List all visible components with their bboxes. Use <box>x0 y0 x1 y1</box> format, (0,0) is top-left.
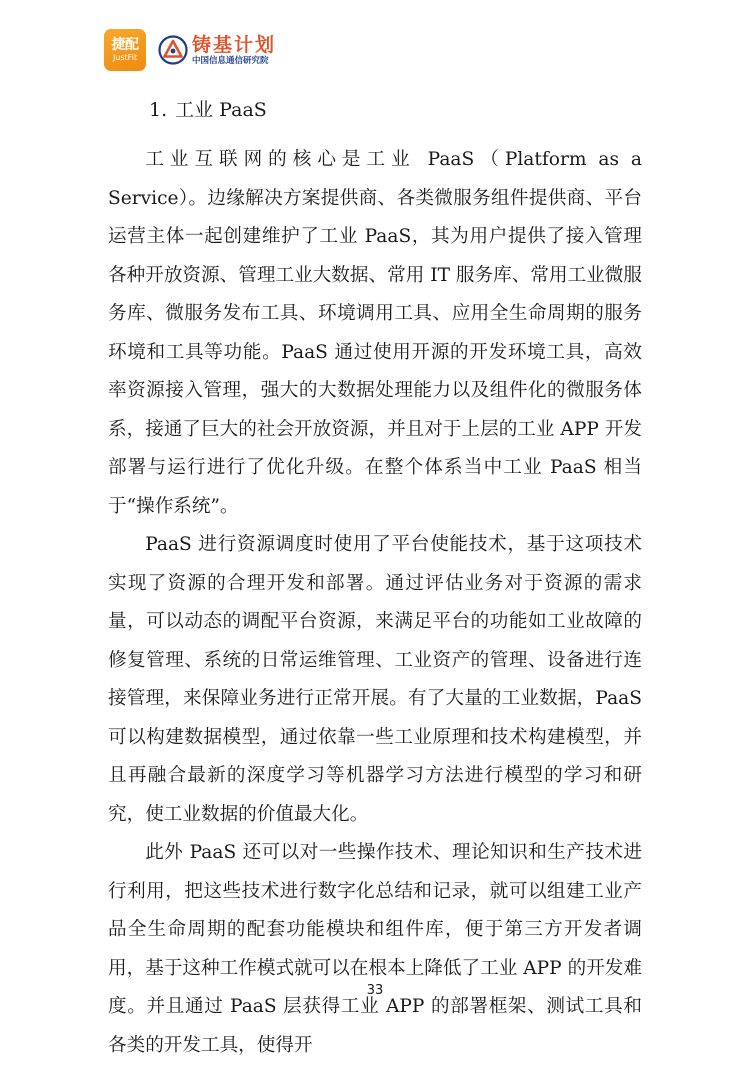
section-heading <box>149 96 267 124</box>
paragraph: PaaS 进行资源调度时使用了平台使能技术，基于这项技术实现了资源的合理开发和部署。通过评估业务对于资源的需求量，可以动态的调配平台资源，来满足平台的功能如工业故障的修复管理、系统的日常运维管理、工业资产的管理、设备进行连接管理，来保障业务进行正常开展。有了大量的工业数据，PaaS 可以构建数据模型，通过依靠一些工业原理和技术构建模型，并且再融合最新的深度学习等机器学习方法进行模型的学习和研究，使工业数据的价值最大化。 <box>108 534 642 825</box>
zhuji-title: 铸基计划 <box>192 33 277 56</box>
paragraph: 此外 PaaS 还可以对一些操作技术、理论知识和生产技术进行利用，把这些技术进行数字化总结和记录，就可以组建工业产品全生命周期的配套功能模块和组件库，便于第三方开发者调用，基于这种工作模式就可以在根本上降低了工业 APP 的开发难度。并且通过 PaaS 层获得工业 APP 的部署框架、测试工具和各类的开发工具，使得开 <box>108 842 642 1056</box>
page-number: 33 <box>366 983 384 998</box>
body-text <box>108 141 642 1065</box>
justfit-logo-cn: 捷配 <box>111 37 139 53</box>
zhuji-logo <box>158 34 276 67</box>
section-number: 1. <box>149 99 168 121</box>
zhuji-subtitle: 中国信息通信研究院 <box>192 55 269 66</box>
justfit-logo-en: JustFit <box>112 53 138 62</box>
page-header <box>104 26 276 74</box>
zhuji-mark-icon <box>158 35 188 65</box>
section-title-text: 工业 PaaS <box>175 99 267 121</box>
paragraph: 工业互联网的核心是工业 PaaS（Platform as a Service）。边缘解决方案提供商、各类微服务组件提供商、平台运营主体一起创建维护了工业 PaaS，其为用户提供了接入管理各种开放资源、管理工业大数据、常用 IT 服务库、常用工业微服务库、微服务发布工具、环境调用工具、应用全生命周期的服务环境和工具等功能。PaaS 通过使用开源的开发环境工具，高效率资源接入管理，强大的大数据处理能力以及组件化的微服务体系，接通了巨大的社会开放资源，并且对于上层的工业 APP 开发部署与运行进行了优化升级。在整个体系当中工业 PaaS 相当于“操作系统”。 <box>108 149 642 517</box>
justfit-logo <box>104 29 146 71</box>
